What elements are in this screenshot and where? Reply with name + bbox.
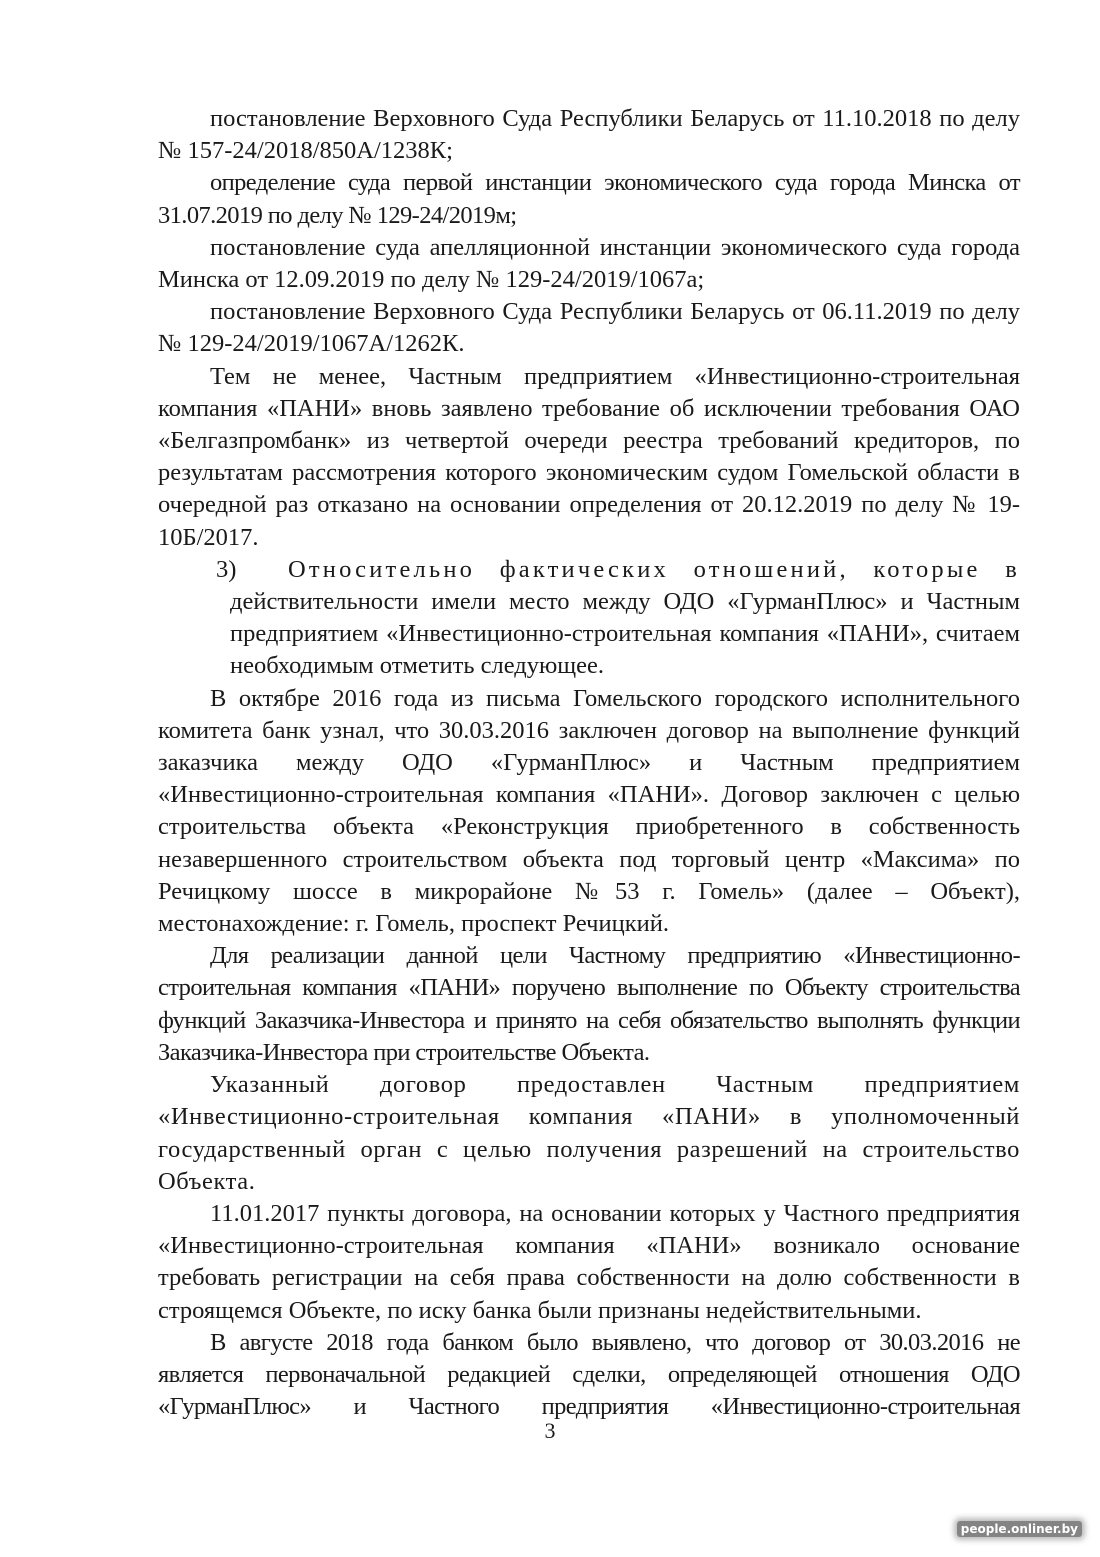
list-item-3 xyxy=(158,554,1020,683)
paragraph-ruling-1: постановление Верховного Суда Республики Беларусь от 11.10.2018 по делу № 157-24/2018/850А/1238К; xyxy=(158,105,1020,165)
paragraph-repeat-claim: Тем не менее, Частным предприятием «Инвестиционно-строительная компания «ПАНИ» вновь заявлено требование об исключении требования ОАО «Белгазпромбанк» из четвертой очереди реестра требований кредиторов, по результатам рассмотрения которого экономическим судом Гомельской области в очередной раз отказано на основании определения от 20.12.2019 по делу № 19-10Б/2017. xyxy=(158,362,1020,551)
paragraph-ruling-3: постановление суда апелляционной инстанции экономического суда города Минска от 12.09.2019 по делу № 129-24/2019/1067а; xyxy=(158,233,1020,294)
watermark: people.onliner.by xyxy=(957,1521,1082,1537)
paragraph-august-2018: В августе 2018 года банком было выявлено, что договор от 30.03.2016 не является первоначальной редакцией сделки, определяющей отношения ОДО «ГурманПлюс» и Частного предприятия «Инвестиционно-строительная xyxy=(158,1328,1020,1421)
list-item-first-line: Относительно фактических отношений, которые в xyxy=(288,555,1020,583)
paragraph-ruling-2: определение суда первой инстанции экономического суда города Минска от 31.07.2019 по делу № 129-24/2019м; xyxy=(158,169,1020,229)
paragraph-contract-invalidated: 11.01.2017 пункты договора, на основании которых у Частного предприятия «Инвестиционно-строительная компания «ПАНИ» возникало основание требовать регистрации на себя права собственности на долю собственности в строящемся Объекте, по иску банка были признаны недействительными. xyxy=(158,1199,1020,1324)
list-item-text: действительности имели место между ОДО «ГурманПлюс» и Частным предприятием «Инвестиционно-строительная компания «ПАНИ», считаем необходимым отметить следующее. xyxy=(230,588,1020,680)
document-page xyxy=(158,103,1020,1423)
paragraph-october-2016: В октябре 2016 года из письма Гомельского городского исполнительного комитета банк узнал, что 30.03.2016 заключен договор на выполнение функций заказчика между ОДО «ГурманПлюс» и Частным предприятием «Инвестиционно-строительная компания «ПАНИ». Договор заключен с целью строительства объекта «Реконструкция приобретенного в собственность незавершенного строительством объекта под торговый центр «Максима» по Речицкому шоссе в микрорайоне №53 г. Гомель» (далее – Объект), местонахождение: г. Гомель, проспект Речицкий. xyxy=(158,684,1020,938)
paragraph-customer-functions: Для реализации данной цели Частному предприятию «Инвестиционно-строительная компания «ПАНИ» поручено выполнение по Объекту строительства функций Заказчика-Инвестора и принято на себя обязательство выполнять функции Заказчика-Инвестора при строительстве Объекта. xyxy=(158,942,1020,1066)
page-number: 3 xyxy=(544,1418,556,1443)
list-item-number: 3) xyxy=(216,555,237,583)
paragraph-ruling-4: постановление Верховного Суда Республики Беларусь от 06.11.2019 по делу № 129-24/2019/1067А/1262К. xyxy=(158,298,1020,358)
paragraph-contract-provided: Указанный договор предоставлен Частным предприятием «Инвестиционно-строительная компания «ПАНИ» в уполномоченный государственный орган с целью получения разрешений на строительство Объекта. xyxy=(158,1071,1020,1195)
